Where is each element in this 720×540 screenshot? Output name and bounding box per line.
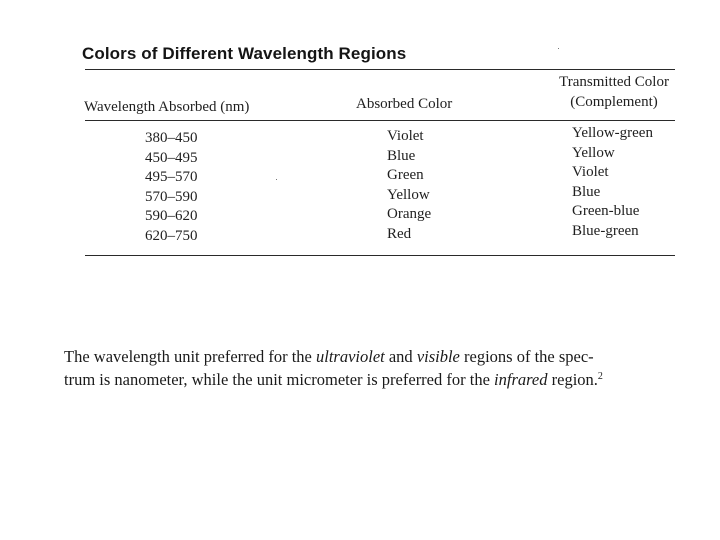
paragraph-line-2 <box>64 368 684 391</box>
paragraph-text: region. <box>547 370 598 389</box>
cell-wavelength-row3: 495–570 <box>145 169 198 186</box>
paragraph-emphasis-ultraviolet: ultraviolet <box>315 347 385 366</box>
header-wavelength-absorbed: Wavelength Absorbed (nm) <box>84 99 250 115</box>
cell-transmitted-row1: Yellow-green <box>572 125 653 141</box>
cell-absorbed-row5: Orange <box>387 206 432 223</box>
scan-speck <box>276 179 277 180</box>
cell-transmitted-row5: Green-blue <box>572 203 640 220</box>
scan-speck <box>558 48 559 49</box>
cell-wavelength-row4: 570–590 <box>145 188 198 205</box>
cell-wavelength-row1: 380–450 <box>145 130 198 146</box>
table-bottom-rule <box>85 255 675 256</box>
cell-absorbed-row4: Yellow <box>387 186 430 203</box>
paragraph-text: regions of the spec- <box>459 347 594 366</box>
column-transmitted-color <box>572 124 653 242</box>
paragraph-text: The wavelength unit preferred for the <box>64 347 316 366</box>
header-transmitted-color <box>552 72 676 112</box>
paragraph-line-1 <box>64 345 684 368</box>
column-wavelength <box>145 129 198 247</box>
header-transmitted-line2: (Complement) <box>570 94 658 110</box>
column-absorbed-color <box>387 127 431 245</box>
cell-transmitted-row2: Yellow <box>572 144 615 161</box>
cell-wavelength-row5: 590–620 <box>145 208 198 225</box>
cell-transmitted-row4: Blue <box>572 183 601 200</box>
header-transmitted-line1: Transmitted Color <box>559 74 669 90</box>
table-top-rule <box>85 69 675 70</box>
cell-transmitted-row6: Blue-green <box>572 222 639 239</box>
paragraph-emphasis-visible: visible <box>416 347 460 366</box>
paragraph-text: and <box>384 347 417 366</box>
cell-absorbed-row3: Green <box>387 167 424 184</box>
cell-absorbed-row1: Violet <box>387 128 424 144</box>
body-paragraph <box>64 345 684 391</box>
footnote-marker: 2 <box>597 371 603 382</box>
cell-absorbed-row2: Blue <box>387 147 416 164</box>
paragraph-emphasis-infrared: infrared <box>494 370 548 389</box>
table-title: Colors of Different Wavelength Regions <box>82 44 407 63</box>
cell-absorbed-row6: Red <box>387 225 412 242</box>
cell-wavelength-row6: 620–750 <box>145 227 198 244</box>
paragraph-text: trum is nanometer, while the unit micrometer is preferred for the <box>64 370 495 389</box>
header-absorbed-color: Absorbed Color <box>356 96 453 112</box>
table-header-rule <box>85 120 675 121</box>
cell-transmitted-row3: Violet <box>572 164 609 181</box>
cell-wavelength-row2: 450–495 <box>145 149 198 166</box>
